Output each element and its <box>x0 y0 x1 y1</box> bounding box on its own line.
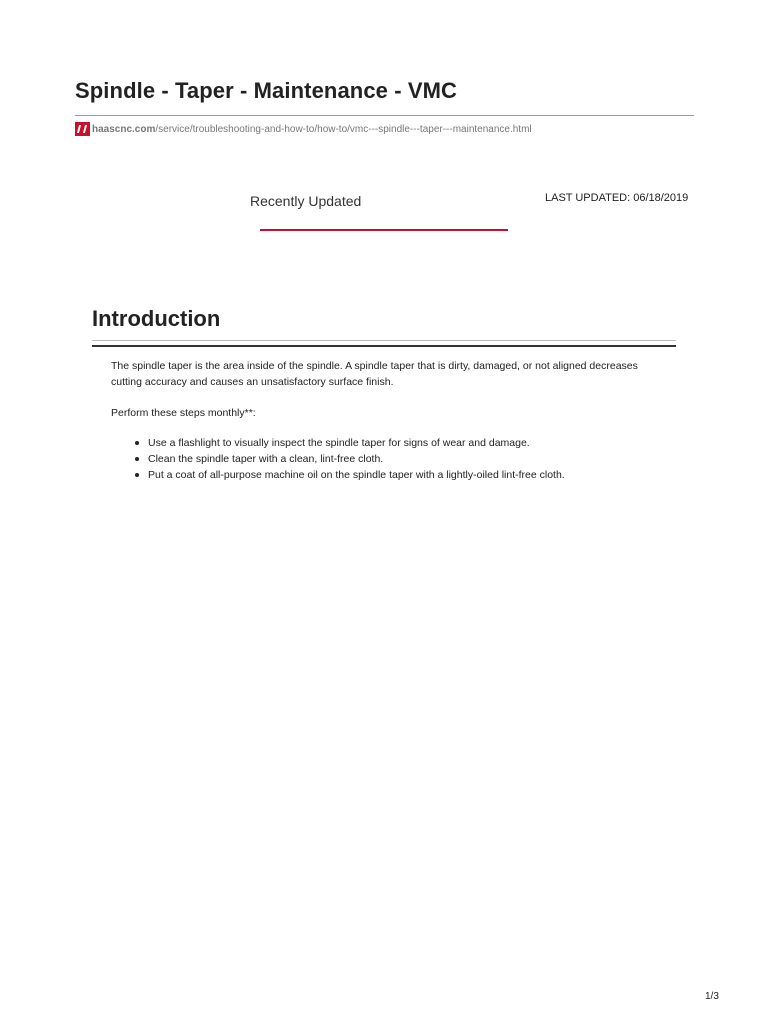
list-item <box>111 451 565 467</box>
intro-paragraph: The spindle taper is the area inside of the spindle. A spindle taper that is dirty, damaged, or not aligned decreases cutting accuracy and causes an unsatisfactory surface finish. <box>111 360 638 388</box>
section-heading-introduction: Introduction <box>92 306 221 331</box>
section-divider-thin <box>92 340 676 341</box>
bullet-icon <box>135 441 139 445</box>
tab-recently-updated[interactable]: Recently Updated <box>250 193 362 209</box>
page-number: 1/3 <box>705 991 719 1002</box>
bullet-icon <box>135 473 139 477</box>
steps-list <box>111 435 565 483</box>
source-url[interactable] <box>75 122 532 136</box>
source-domain[interactable]: haascnc.com <box>92 123 156 135</box>
list-item <box>111 467 565 483</box>
last-updated-date: LAST UPDATED: 06/18/2019 <box>545 192 689 204</box>
steps-intro-text: Perform these steps monthly**: <box>111 407 256 419</box>
list-item <box>111 435 565 451</box>
page-title: Spindle - Taper - Maintenance - VMC <box>75 78 458 103</box>
bullet-icon <box>135 457 139 461</box>
haas-logo-icon <box>75 122 90 136</box>
step-text: Put a coat of all-purpose machine oil on the spindle taper with a lightly-oiled lint-free cloth. <box>148 469 565 481</box>
title-divider <box>75 115 694 116</box>
source-path[interactable]: /service/troubleshooting-and-how-to/how-to/vmc---spindle---taper---maintenance.html <box>155 123 532 135</box>
step-text: Use a flashlight to visually inspect the spindle taper for signs of wear and damage. <box>148 437 530 449</box>
section-divider-thick <box>92 345 676 347</box>
step-text: Clean the spindle taper with a clean, lint-free cloth. <box>148 453 384 465</box>
active-tab-indicator <box>260 229 508 231</box>
